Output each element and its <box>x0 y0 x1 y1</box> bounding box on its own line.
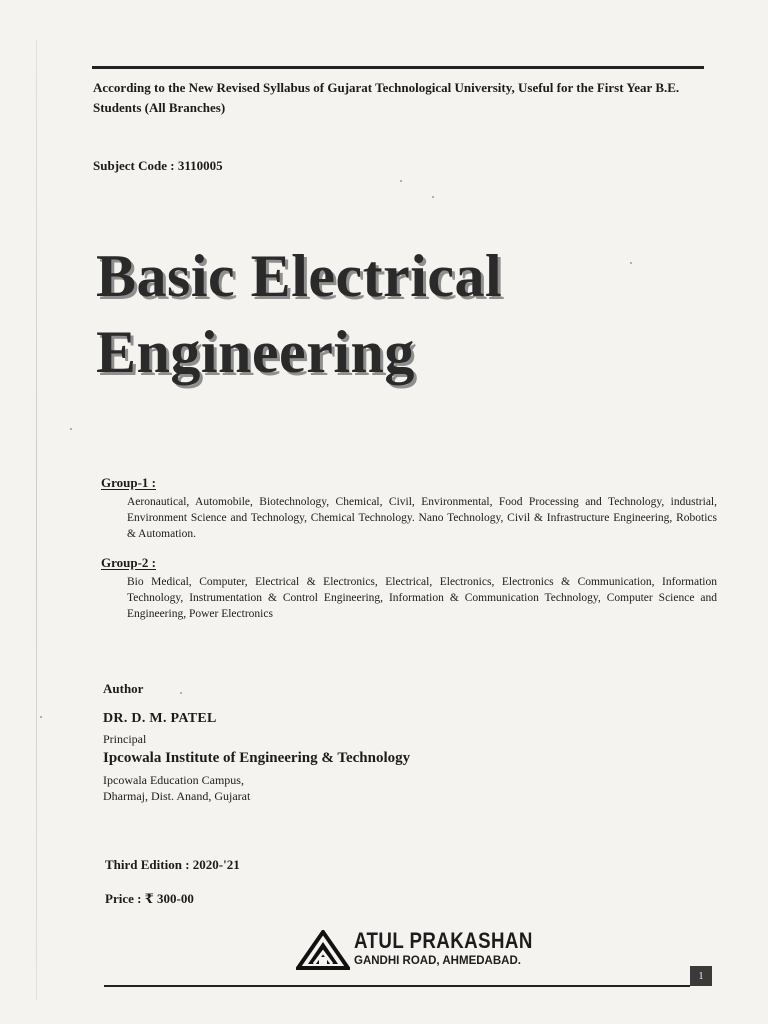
book-title <box>96 238 502 390</box>
publisher-block <box>296 928 536 972</box>
author-label: Author <box>103 681 144 696</box>
author-institute: Ipcowala Institute of Engineering & Technology <box>103 750 411 766</box>
scan-binding-edge <box>36 40 37 1000</box>
scan-speck <box>630 262 632 264</box>
author-role: Principal <box>103 732 147 746</box>
page-number: 1 <box>690 966 712 986</box>
group-1-label: Group-1 : <box>101 475 157 490</box>
syllabus-note: According to the New Revised Syllabus of Gujarat Technological University, Useful for the First Year B.E. Students (All Branches) <box>93 80 680 115</box>
group-1-branches: Aeronautical, Automobile, Biotechnology, Chemical, Civil, Environmental, Food Processing and Technology, industrial, Environment Science and Technology, Chemical Technology. Nano Technology, Civil & Infrastructure Engineering, Robotics & Automation. <box>127 496 717 540</box>
author-campus <box>103 772 250 804</box>
scan-speck <box>432 196 434 198</box>
scan-speck <box>180 692 182 694</box>
group-2-branches: Bio Medical, Computer, Electrical & Electronics, Electrical, Electronics, Electronics & Communication, Information Technology, Instrumentation & Control Engineering, Information & Communication Technology, Computer Science and Engineering, Power Electronics <box>127 576 717 620</box>
publisher-logo-icon <box>296 930 350 970</box>
book-title-line-2: Engineering <box>96 319 415 385</box>
publisher-address: GANDHI ROAD, AHMEDABAD. <box>354 955 521 967</box>
top-rule <box>92 66 704 69</box>
subject-code: Subject Code : 3110005 <box>93 158 223 173</box>
campus-line-2: Dharmaj, Dist. Anand, Gujarat <box>103 789 251 803</box>
campus-line-1: Ipcowala Education Campus, <box>103 773 244 787</box>
group-2-label: Group-2 : <box>101 555 157 570</box>
scan-speck <box>400 180 402 182</box>
book-title-line-1: Basic Electrical <box>96 243 503 309</box>
bottom-rule <box>104 985 690 987</box>
author-name: DR. D. M. PATEL <box>103 711 217 726</box>
scan-speck <box>40 716 42 718</box>
edition: Third Edition : 2020-'21 <box>105 857 240 872</box>
scan-speck <box>70 428 72 430</box>
price: Price : ₹ 300-00 <box>105 891 194 906</box>
publisher-name: ATUL PRAKASHAN <box>354 928 533 953</box>
